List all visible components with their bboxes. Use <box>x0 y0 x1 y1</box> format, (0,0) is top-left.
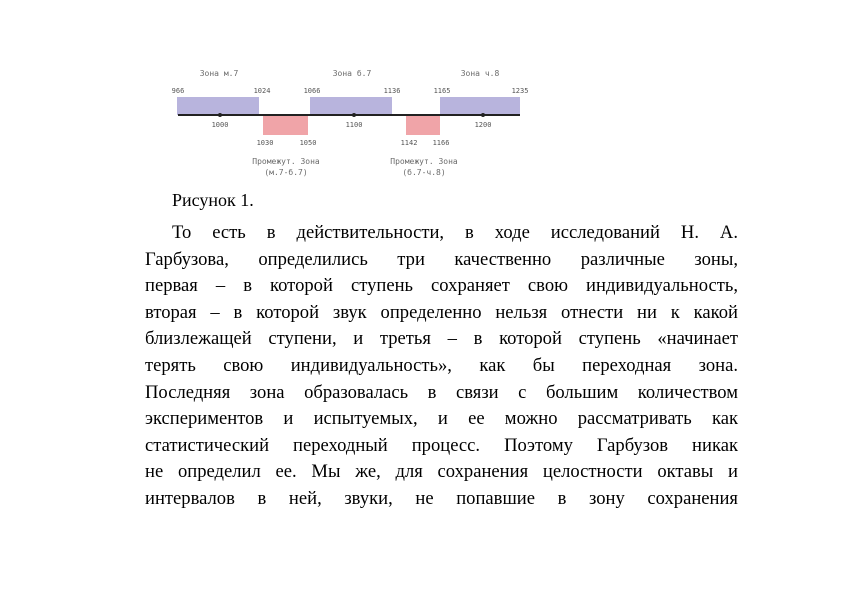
transition-1-label: Промежут. Зона <box>252 157 320 166</box>
zone-label-b7: Зона б.7 <box>332 69 372 78</box>
axis-value-1200: 1200 <box>474 121 492 129</box>
paragraph-line: близлежащей ступени, и третья – в которой ступень «начинает <box>145 328 738 350</box>
paragraph-line: терять свою индивидуальность», как бы переходная зона. <box>145 354 738 376</box>
transition-2-range: (б.7-ч.8) <box>402 168 446 177</box>
zone-bar-ch8 <box>440 97 520 115</box>
transition-1-end: 1050 <box>299 139 317 147</box>
transition-2-label: Промежут. Зона <box>390 157 458 166</box>
figure-caption: Рисунок 1. <box>172 190 254 210</box>
paragraph-line: статистический переходный процесс. Поэтому Гарбузов никак <box>145 434 738 456</box>
paragraph-line: экспериментов и испытуемых, и ее можно рассматривать как <box>145 408 738 430</box>
paragraph-line: не определил ее. Мы же, для сохранения целостности октавы и <box>145 461 738 483</box>
zone-b7-end: 1136 <box>383 87 401 95</box>
axis-dot-1200 <box>481 113 485 117</box>
transition-bar-1 <box>263 115 308 135</box>
zone-bar-b7 <box>310 97 392 115</box>
paragraph-line: Последняя зона образовалась в связи с большим количеством <box>145 381 738 403</box>
paragraph-line: интервалов в ней, звуки, не попавшие в зону сохранения <box>145 487 738 509</box>
zone-ch8-end: 1235 <box>511 87 529 95</box>
paragraph-line: вторая – в которой звук определенно нельзя отнести ни к какой <box>145 301 738 323</box>
transition-1-start: 1030 <box>256 139 274 147</box>
zone-diagram-svg <box>160 60 530 185</box>
axis-dot-1000 <box>218 113 222 117</box>
zone-ch8-start: 1165 <box>433 87 451 95</box>
zone-b7-start: 1066 <box>303 87 321 95</box>
transition-1-range: (м.7-б.7) <box>264 168 308 177</box>
transition-bar-2 <box>406 115 440 135</box>
zone-m7-end: 1024 <box>253 87 271 95</box>
transition-2-start: 1142 <box>400 139 418 147</box>
zone-bar-m7 <box>177 97 259 115</box>
axis-value-1100: 1100 <box>345 121 363 129</box>
zone-m7-start: 966 <box>171 87 185 95</box>
paragraph-line: Гарбузова, определились три качественно различные зоны, <box>145 248 738 270</box>
paragraph-line: То есть в действительности, в ходе исследований Н. А. <box>172 222 738 243</box>
zone-diagram <box>160 60 530 185</box>
axis-dot-1100 <box>352 113 356 117</box>
zone-label-m7: Зона м.7 <box>199 69 239 78</box>
zone-label-ch8: Зона ч.8 <box>460 69 500 78</box>
body-paragraph <box>145 220 738 513</box>
axis-value-1000: 1000 <box>211 121 229 129</box>
transition-2-end: 1166 <box>432 139 450 147</box>
paragraph-line: первая – в которой ступень сохраняет свою индивидуальность, <box>145 275 738 297</box>
